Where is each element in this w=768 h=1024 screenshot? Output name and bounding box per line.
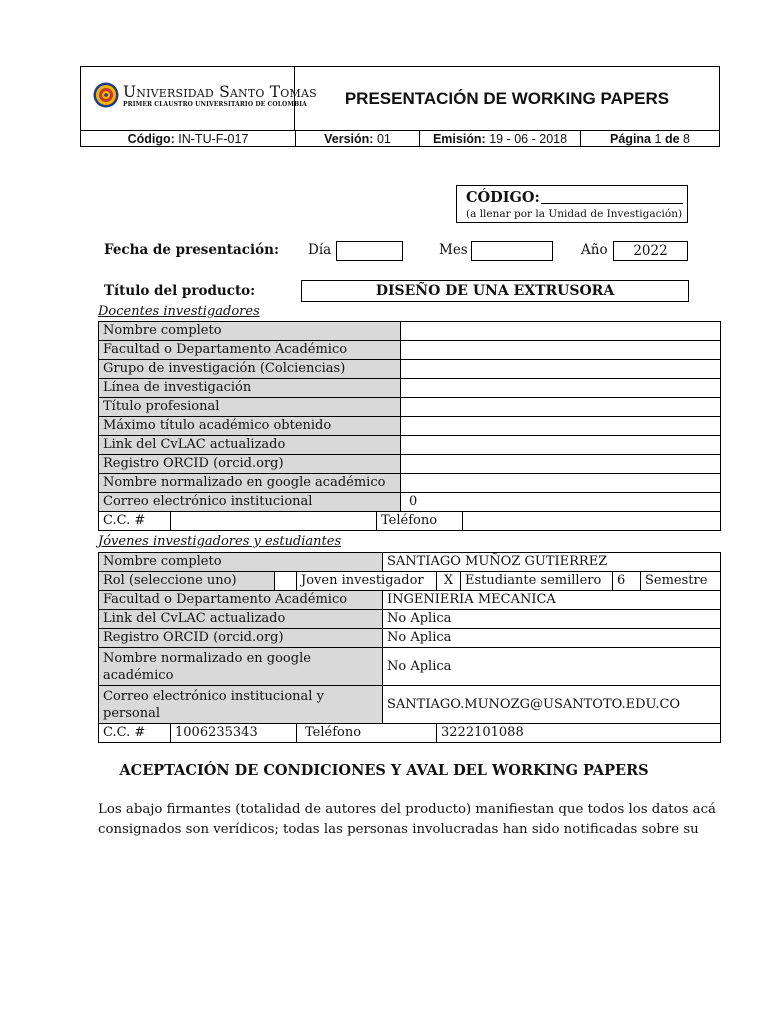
- document-header: [80, 66, 720, 147]
- telefono-field[interactable]: 3222101088: [437, 724, 721, 743]
- emision-value: 19 - 06 - 2018: [489, 132, 568, 146]
- row-label: Grupo de investigación (Colciencias): [99, 360, 401, 379]
- rol-checkbox[interactable]: [275, 572, 297, 591]
- maximo-titulo-field[interactable]: [401, 417, 721, 436]
- cc-field[interactable]: 1006235343: [171, 724, 297, 743]
- row-label: Correo electrónico institucional y personal: [99, 686, 383, 724]
- table-row: [99, 553, 721, 572]
- row-label: Nombre normalizado en google académico: [99, 474, 401, 493]
- emision-cell: [419, 131, 580, 147]
- table-row: [99, 610, 721, 629]
- table-row: [99, 322, 721, 341]
- emision-label: Emisión:: [432, 132, 486, 146]
- titulo-profesional-field[interactable]: [401, 398, 721, 417]
- google-academico-field[interactable]: No Aplica: [383, 648, 721, 686]
- grupo-field[interactable]: [401, 360, 721, 379]
- docentes-table: [98, 321, 721, 531]
- google-academico-field[interactable]: [401, 474, 721, 493]
- table-row: [99, 398, 721, 417]
- codigo-label: Código:: [127, 132, 175, 146]
- table-row: [99, 591, 721, 610]
- orcid-field[interactable]: [401, 455, 721, 474]
- mes-label: Mes: [439, 242, 468, 258]
- pagina-value: 1: [654, 132, 662, 146]
- row-label: Nombre completo: [99, 553, 383, 572]
- aceptacion-title: ACEPTACIÓN DE CONDICIONES Y AVAL DEL WORKING PAPERS: [119, 762, 649, 779]
- row-label: Facultad o Departamento Académico: [99, 341, 401, 360]
- cvlac-field[interactable]: No Aplica: [383, 610, 721, 629]
- aceptacion-line-1: Los abajo firmantes (totalidad de autores del producto) manifiestan que todos los datos acá: [98, 802, 716, 817]
- row-label: Link del CvLAC actualizado: [99, 610, 383, 629]
- cc-field[interactable]: [171, 512, 377, 531]
- codigo-box-note: (a llenar por la Unidad de Investigación): [466, 208, 683, 220]
- table-row: [99, 417, 721, 436]
- cc-label: C.C. #: [99, 724, 171, 743]
- row-label: Línea de investigación: [99, 379, 401, 398]
- docentes-section-label: Docentes investigadores: [98, 304, 260, 319]
- table-row: [99, 648, 721, 686]
- facultad-field[interactable]: INGENIERIA MECANICA: [383, 591, 721, 610]
- titulo-label: Título del producto:: [104, 283, 256, 299]
- dia-label: Día: [308, 242, 332, 258]
- row-label: Nombre completo: [99, 322, 401, 341]
- cc-label: C.C. #: [99, 512, 171, 531]
- table-row: [99, 686, 721, 724]
- codigo-box-label: CÓDIGO:: [466, 189, 540, 206]
- row-label: Facultad o Departamento Académico: [99, 591, 383, 610]
- nombre-field[interactable]: [401, 322, 721, 341]
- version-label: Versión:: [324, 132, 374, 146]
- university-seal-icon: [93, 82, 119, 108]
- cvlac-field[interactable]: [401, 436, 721, 455]
- table-row: [99, 512, 721, 531]
- row-label: Nombre normalizado en google académico: [99, 648, 383, 686]
- estudiante-semillero-label: Estudiante semillero: [461, 572, 613, 591]
- table-row: [99, 341, 721, 360]
- facultad-field[interactable]: [401, 341, 721, 360]
- linea-field[interactable]: [401, 379, 721, 398]
- table-row: [99, 629, 721, 648]
- version-value: 01: [376, 132, 391, 146]
- orcid-field[interactable]: No Aplica: [383, 629, 721, 648]
- telefono-label: Teléfono: [297, 724, 437, 743]
- correo-field[interactable]: 0: [401, 493, 721, 512]
- fecha-label: Fecha de presentación:: [104, 242, 279, 258]
- table-row: [99, 436, 721, 455]
- table-row: [99, 724, 721, 743]
- joven-investigador-label: Joven investigador: [297, 572, 437, 591]
- joven-investigador-checkbox[interactable]: X: [437, 572, 461, 591]
- aceptacion-line-2: consignados son verídicos; todas las personas involucradas han sido notificadas sobre su: [98, 822, 699, 837]
- table-row: [99, 379, 721, 398]
- dia-field[interactable]: [336, 241, 403, 261]
- pagina-label: Página: [610, 132, 652, 146]
- header-meta-row: [81, 130, 719, 147]
- table-row: [99, 360, 721, 379]
- university-subtitle: PRIMER CLAUSTRO UNIVERSITARIO DE COLOMBIA: [123, 101, 307, 108]
- ano-label: Año: [581, 242, 608, 258]
- codigo-value: IN-TU-F-017: [178, 132, 249, 146]
- telefono-label: Teléfono: [377, 512, 463, 531]
- document-title: PRESENTACIÓN DE WORKING PAPERS: [344, 88, 670, 108]
- row-label: Link del CvLAC actualizado: [99, 436, 401, 455]
- semestre-field[interactable]: 6: [613, 572, 641, 591]
- nombre-field[interactable]: SANTIAGO MUÑOZ GUTIERREZ: [383, 553, 721, 572]
- table-row: [99, 572, 721, 591]
- codigo-cell: [81, 131, 295, 147]
- telefono-field[interactable]: [463, 512, 721, 531]
- titulo-field[interactable]: DISEÑO DE UNA EXTRUSORA: [301, 280, 689, 302]
- row-label: Registro ORCID (orcid.org): [99, 629, 383, 648]
- jovenes-table: [98, 552, 721, 743]
- version-cell: [295, 131, 419, 147]
- table-row: [99, 455, 721, 474]
- row-label: Rol (seleccione uno): [99, 572, 275, 591]
- table-row: [99, 493, 721, 512]
- university-logo: [81, 67, 317, 130]
- row-label: Registro ORCID (orcid.org): [99, 455, 401, 474]
- codigo-input-line[interactable]: [541, 203, 683, 204]
- pagina-cell: [580, 131, 719, 147]
- row-label: Título profesional: [99, 398, 401, 417]
- total-pages: 8: [683, 132, 690, 146]
- ano-field[interactable]: 2022: [613, 241, 688, 261]
- jovenes-section-label: Jóvenes investigadores y estudiantes: [98, 534, 342, 549]
- university-name: Universidad Santo Tomas: [123, 83, 317, 101]
- row-label: Correo electrónico institucional: [99, 493, 401, 512]
- de-label: de: [664, 132, 680, 146]
- correo-field[interactable]: SANTIAGO.MUNOZG@USANTOTO.EDU.CO: [383, 686, 721, 724]
- semestre-label: Semestre: [641, 572, 721, 591]
- row-label: Máximo título académico obtenido: [99, 417, 401, 436]
- mes-field[interactable]: [471, 241, 553, 261]
- codigo-box: [456, 185, 688, 223]
- table-row: [99, 474, 721, 493]
